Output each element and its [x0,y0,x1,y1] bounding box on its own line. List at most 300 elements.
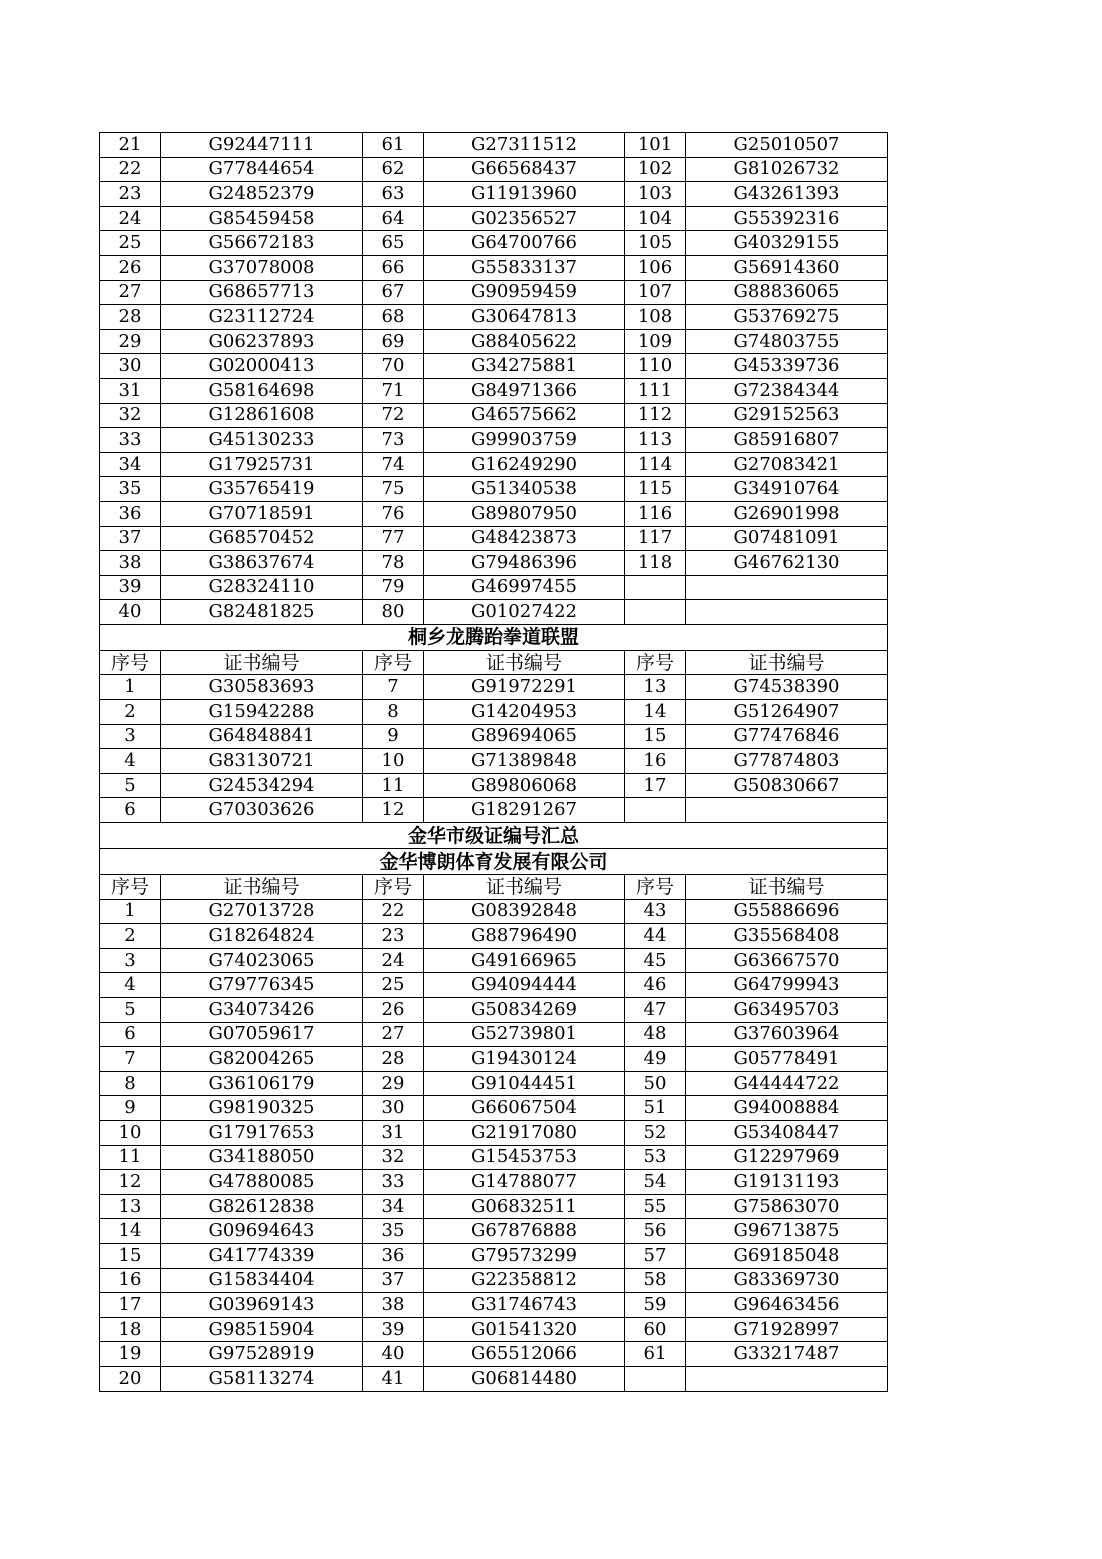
certificate-number-cell: G14788077 [424,1170,625,1195]
seq-number-cell: 70 [363,354,424,379]
seq-number-cell: 8 [100,1071,161,1096]
seq-number-cell: 104 [625,206,686,231]
seq-number-cell: 52 [625,1120,686,1145]
table-row [100,924,888,949]
seq-number-cell: 23 [363,924,424,949]
seq-number-cell: 50 [625,1071,686,1096]
seq-number-cell: 7 [363,675,424,700]
table-row [100,157,888,182]
certificate-number-cell: G82004265 [161,1047,363,1072]
seq-number-cell: 76 [363,501,424,526]
seq-number-cell: 60 [625,1317,686,1342]
certificate-number-cell: G52739801 [424,1022,625,1047]
seq-number-cell: 114 [625,452,686,477]
seq-number-cell: 25 [363,973,424,998]
certificate-number-cell: G50830667 [686,773,888,798]
certificate-number-cell: G17925731 [161,452,363,477]
certificate-number-cell: G91972291 [424,675,625,700]
table-row [100,1219,888,1244]
seq-number-cell: 110 [625,354,686,379]
certificate-number-cell: G94008884 [686,1096,888,1121]
seq-number-cell: 8 [363,700,424,725]
seq-number-cell: 1 [100,675,161,700]
seq-number-cell: 54 [625,1170,686,1195]
seq-number-cell: 115 [625,477,686,502]
seq-number-cell: 37 [363,1268,424,1293]
seq-number-cell: 26 [363,998,424,1023]
section-title: 金华市级证编号汇总 [100,823,888,849]
header-row [100,650,888,675]
certificate-number-cell: G05778491 [686,1047,888,1072]
seq-number-cell: 64 [363,206,424,231]
certificate-number-cell [686,600,888,625]
seq-number-cell: 10 [363,749,424,774]
certificate-number-cell: G88836065 [686,280,888,305]
seq-number-cell: 47 [625,998,686,1023]
table-row [100,1317,888,1342]
seq-number-cell: 69 [363,329,424,354]
certificate-number-cell: G25010507 [686,133,888,158]
certificate-number-cell: G41774339 [161,1243,363,1268]
seq-number-cell: 80 [363,600,424,625]
certificate-number-cell: G75863070 [686,1194,888,1219]
certificate-number-cell: G27013728 [161,899,363,924]
seq-number-cell: 26 [100,255,161,280]
seq-number-cell: 1 [100,899,161,924]
seq-number-cell: 34 [363,1194,424,1219]
certificate-number-cell: G85916807 [686,428,888,453]
certificate-number-cell: G53769275 [686,305,888,330]
seq-number-cell: 11 [100,1145,161,1170]
table-row [100,798,888,823]
seq-number-cell: 20 [100,1366,161,1391]
certificate-number-cell: G90959459 [424,280,625,305]
certificate-number-cell: G15834404 [161,1268,363,1293]
seq-number-cell: 6 [100,798,161,823]
seq-number-cell: 112 [625,403,686,428]
seq-number-cell: 65 [363,231,424,256]
seq-number-cell: 15 [100,1243,161,1268]
seq-number-cell: 22 [363,899,424,924]
seq-number-cell: 7 [100,1047,161,1072]
table-row [100,501,888,526]
certificate-number-cell: G37603964 [686,1022,888,1047]
certificate-number-cell: G56914360 [686,255,888,280]
seq-number-cell: 103 [625,182,686,207]
seq-number-cell: 27 [363,1022,424,1047]
certificate-number-cell: G89806068 [424,773,625,798]
seq-number-cell [625,600,686,625]
table-row [100,526,888,551]
certificate-number-cell: 证书编号 [161,875,363,900]
seq-number-cell: 31 [100,378,161,403]
certificate-number-cell: G02356527 [424,206,625,231]
seq-number-cell: 12 [363,798,424,823]
seq-number-cell: 24 [100,206,161,231]
certificate-number-cell: G16249290 [424,452,625,477]
table-row [100,724,888,749]
seq-number-cell: 5 [100,773,161,798]
seq-number-cell: 49 [625,1047,686,1072]
certificate-number-cell: G68570452 [161,526,363,551]
seq-number-cell: 40 [100,600,161,625]
certificate-number-cell: G22358812 [424,1268,625,1293]
seq-number-cell: 18 [100,1317,161,1342]
certificate-number-cell: G63667570 [686,948,888,973]
table-row [100,428,888,453]
seq-number-cell: 3 [100,724,161,749]
certificate-number-cell: G71389848 [424,749,625,774]
seq-number-cell: 9 [100,1096,161,1121]
seq-number-cell: 10 [100,1120,161,1145]
seq-number-cell: 序号 [100,875,161,900]
section-subtitle-row [100,849,888,875]
seq-number-cell: 23 [100,182,161,207]
certificate-number-cell: G02000413 [161,354,363,379]
certificate-number-cell: G45339736 [686,354,888,379]
certificate-number-cell: G96713875 [686,1219,888,1244]
certificate-number-cell: G71928997 [686,1317,888,1342]
certificate-number-cell: G72384344 [686,378,888,403]
seq-number-cell: 71 [363,378,424,403]
seq-number-cell: 39 [100,575,161,600]
certificate-number-cell: G88405622 [424,329,625,354]
certificate-number-cell: G06832511 [424,1194,625,1219]
certificate-number-cell: G58113274 [161,1366,363,1391]
certificate-number-cell: G49166965 [424,948,625,973]
seq-number-cell: 33 [363,1170,424,1195]
certificate-number-cell: G64848841 [161,724,363,749]
certificate-number-cell: G30647813 [424,305,625,330]
table-row [100,452,888,477]
certificate-number-cell: G07481091 [686,526,888,551]
seq-number-cell: 61 [625,1342,686,1367]
seq-number-cell: 111 [625,378,686,403]
table-row [100,1047,888,1072]
certificate-number-cell: G07059617 [161,1022,363,1047]
seq-number-cell: 48 [625,1022,686,1047]
certificate-number-cell: 证书编号 [424,875,625,900]
seq-number-cell: 29 [363,1071,424,1096]
certificate-number-cell: G74803755 [686,329,888,354]
table-row [100,948,888,973]
seq-number-cell: 13 [625,675,686,700]
seq-number-cell: 4 [100,973,161,998]
certificate-number-cell: G97528919 [161,1342,363,1367]
seq-number-cell: 27 [100,280,161,305]
certificate-number-cell: 证书编号 [161,650,363,675]
certificate-number-cell: G69185048 [686,1243,888,1268]
certificate-number-cell: G55833137 [424,255,625,280]
seq-number-cell: 105 [625,231,686,256]
certificate-number-cell: G34073426 [161,998,363,1023]
certificate-number-cell: G53408447 [686,1120,888,1145]
certificate-number-cell: G40329155 [686,231,888,256]
certificate-number-cell: G98515904 [161,1317,363,1342]
seq-number-cell: 66 [363,255,424,280]
certificate-number-cell: G79486396 [424,551,625,576]
table-row [100,1096,888,1121]
seq-number-cell: 2 [100,700,161,725]
seq-number-cell: 35 [363,1219,424,1244]
seq-number-cell: 15 [625,724,686,749]
seq-number-cell: 21 [100,133,161,158]
certificate-number-cell: G83130721 [161,749,363,774]
certificate-number-cell: G79573299 [424,1243,625,1268]
table-row [100,354,888,379]
certificate-number-cell: G11913960 [424,182,625,207]
seq-number-cell: 序号 [625,875,686,900]
seq-number-cell: 34 [100,452,161,477]
seq-number-cell: 51 [625,1096,686,1121]
certificate-number-cell: G06237893 [161,329,363,354]
certificate-number-cell: G64700766 [424,231,625,256]
seq-number-cell: 113 [625,428,686,453]
seq-number-cell: 17 [100,1293,161,1318]
seq-number-cell: 58 [625,1268,686,1293]
certificate-number-cell: G46575662 [424,403,625,428]
certificate-number-cell: G48423873 [424,526,625,551]
seq-number-cell: 32 [100,403,161,428]
certificate-number-cell: G70303626 [161,798,363,823]
certificate-number-cell: G74538390 [686,675,888,700]
certificate-number-cell: G47880085 [161,1170,363,1195]
certificate-number-cell: G63495703 [686,998,888,1023]
seq-number-cell: 117 [625,526,686,551]
certificate-number-cell: G91044451 [424,1071,625,1096]
seq-number-cell: 12 [100,1170,161,1195]
seq-number-cell: 75 [363,477,424,502]
seq-number-cell: 72 [363,403,424,428]
certificate-number-cell: G34910764 [686,477,888,502]
seq-number-cell: 56 [625,1219,686,1244]
seq-number-cell: 19 [100,1342,161,1367]
certificate-number-cell: G24534294 [161,773,363,798]
seq-number-cell: 9 [363,724,424,749]
seq-number-cell: 45 [625,948,686,973]
certificate-number-cell: G50834269 [424,998,625,1023]
certificate-number-cell: G84971366 [424,378,625,403]
certificate-number-cell: G94094444 [424,973,625,998]
seq-number-cell: 41 [363,1366,424,1391]
table-row [100,773,888,798]
certificate-number-cell [686,1366,888,1391]
table-row [100,1293,888,1318]
seq-number-cell: 77 [363,526,424,551]
section-subtitle: 金华博朗体育发展有限公司 [100,849,888,875]
seq-number-cell: 67 [363,280,424,305]
seq-number-cell [625,1366,686,1391]
certificate-number-cell: G89694065 [424,724,625,749]
certificate-number-cell: G35568408 [686,924,888,949]
seq-number-cell: 31 [363,1120,424,1145]
certificate-number-cell: G45130233 [161,428,363,453]
seq-number-cell: 24 [363,948,424,973]
certificate-number-cell: G81026732 [686,157,888,182]
section-title-row [100,823,888,849]
seq-number-cell: 5 [100,998,161,1023]
seq-number-cell: 36 [363,1243,424,1268]
seq-number-cell: 109 [625,329,686,354]
table-row [100,1243,888,1268]
certificate-number-cell: G36106179 [161,1071,363,1096]
seq-number-cell: 44 [625,924,686,949]
seq-number-cell: 102 [625,157,686,182]
seq-number-cell: 38 [363,1293,424,1318]
certificate-number-cell: G85459458 [161,206,363,231]
certificate-number-cell: 证书编号 [686,875,888,900]
seq-number-cell: 序号 [363,875,424,900]
table-row [100,1194,888,1219]
seq-number-cell: 29 [100,329,161,354]
table-row [100,675,888,700]
certificate-number-cell: G82612838 [161,1194,363,1219]
seq-number-cell: 序号 [625,650,686,675]
table-row [100,1342,888,1367]
table-row [100,255,888,280]
table-row [100,477,888,502]
table-row [100,206,888,231]
certificate-number-cell: 证书编号 [686,650,888,675]
certificate-number-cell: G26901998 [686,501,888,526]
table-row [100,1366,888,1391]
certificate-number-cell: G15453753 [424,1145,625,1170]
certificate-number-cell: G23112724 [161,305,363,330]
certificate-number-cell: G64799943 [686,973,888,998]
certificate-number-cell: G46997455 [424,575,625,600]
certificate-number-cell: G17917653 [161,1120,363,1145]
certificate-number-cell: G92447111 [161,133,363,158]
table-row [100,551,888,576]
section-title: 桐乡龙腾跆拳道联盟 [100,624,888,650]
seq-number-cell: 108 [625,305,686,330]
certificate-number-cell: G15942288 [161,700,363,725]
certificate-number-cell: G67876888 [424,1219,625,1244]
seq-number-cell: 73 [363,428,424,453]
table-row [100,1145,888,1170]
certificate-number-cell: G29152563 [686,403,888,428]
table-row [100,899,888,924]
seq-number-cell: 61 [363,133,424,158]
certificate-number-cell: G74023065 [161,948,363,973]
table-row [100,600,888,625]
seq-number-cell: 28 [363,1047,424,1072]
certificate-number-cell: G24852379 [161,182,363,207]
certificate-number-cell: G34275881 [424,354,625,379]
header-row [100,875,888,900]
seq-number-cell: 序号 [100,650,161,675]
certificate-number-cell: G34188050 [161,1145,363,1170]
certificate-number-cell: G08392848 [424,899,625,924]
seq-number-cell: 74 [363,452,424,477]
certificate-number-cell: G56672183 [161,231,363,256]
certificate-number-cell: G28324110 [161,575,363,600]
table-row [100,280,888,305]
certificate-number-cell: G96463456 [686,1293,888,1318]
seq-number-cell: 118 [625,551,686,576]
seq-number-cell: 4 [100,749,161,774]
seq-number-cell: 40 [363,1342,424,1367]
certificate-number-cell: G14204953 [424,700,625,725]
certificate-number-cell: G21917080 [424,1120,625,1145]
certificate-number-cell: G77476846 [686,724,888,749]
seq-number-cell [625,575,686,600]
certificate-number-cell: G51340538 [424,477,625,502]
certificate-number-cell: G19131193 [686,1170,888,1195]
seq-number-cell: 11 [363,773,424,798]
certificate-number-cell: G01027422 [424,600,625,625]
certificate-number-cell: G55392316 [686,206,888,231]
table-row [100,998,888,1023]
certificate-number-cell: G99903759 [424,428,625,453]
certificate-number-cell: G09694643 [161,1219,363,1244]
certificate-table [99,132,888,1392]
seq-number-cell: 13 [100,1194,161,1219]
seq-number-cell: 68 [363,305,424,330]
certificate-number-cell: G18291267 [424,798,625,823]
certificate-number-cell: G82481825 [161,600,363,625]
certificate-number-cell [686,575,888,600]
certificate-number-cell: G66568437 [424,157,625,182]
seq-number-cell: 46 [625,973,686,998]
seq-number-cell: 28 [100,305,161,330]
seq-number-cell: 116 [625,501,686,526]
seq-number-cell: 36 [100,501,161,526]
seq-number-cell: 2 [100,924,161,949]
table-row [100,329,888,354]
certificate-number-cell: G51264907 [686,700,888,725]
certificate-number-cell [686,798,888,823]
certificate-number-cell: G27311512 [424,133,625,158]
certificate-number-cell: G58164698 [161,378,363,403]
table-row [100,700,888,725]
seq-number-cell: 14 [625,700,686,725]
section-title-row [100,624,888,650]
certificate-number-cell: G31746743 [424,1293,625,1318]
certificate-number-cell: G30583693 [161,675,363,700]
seq-number-cell: 37 [100,526,161,551]
table-row [100,133,888,158]
certificate-number-cell: G77874803 [686,749,888,774]
table-row [100,1120,888,1145]
seq-number-cell: 63 [363,182,424,207]
table-row [100,378,888,403]
certificate-number-cell: G98190325 [161,1096,363,1121]
certificate-number-cell: G03969143 [161,1293,363,1318]
certificate-number-cell: G55886696 [686,899,888,924]
certificate-number-cell: G77844654 [161,157,363,182]
seq-number-cell: 57 [625,1243,686,1268]
certificate-number-cell: G70718591 [161,501,363,526]
certificate-number-cell: G37078008 [161,255,363,280]
table-row [100,1071,888,1096]
seq-number-cell: 38 [100,551,161,576]
certificate-number-cell: G01541320 [424,1317,625,1342]
seq-number-cell: 3 [100,948,161,973]
seq-number-cell: 33 [100,428,161,453]
certificate-number-cell: G89807950 [424,501,625,526]
certificate-number-cell: G12297969 [686,1145,888,1170]
table-row [100,575,888,600]
seq-number-cell: 62 [363,157,424,182]
certificate-number-cell: 证书编号 [424,650,625,675]
certificate-number-cell: G44444722 [686,1071,888,1096]
certificate-number-cell: G12861608 [161,403,363,428]
seq-number-cell: 32 [363,1145,424,1170]
certificate-number-cell: G46762130 [686,551,888,576]
seq-number-cell: 22 [100,157,161,182]
table-row [100,973,888,998]
